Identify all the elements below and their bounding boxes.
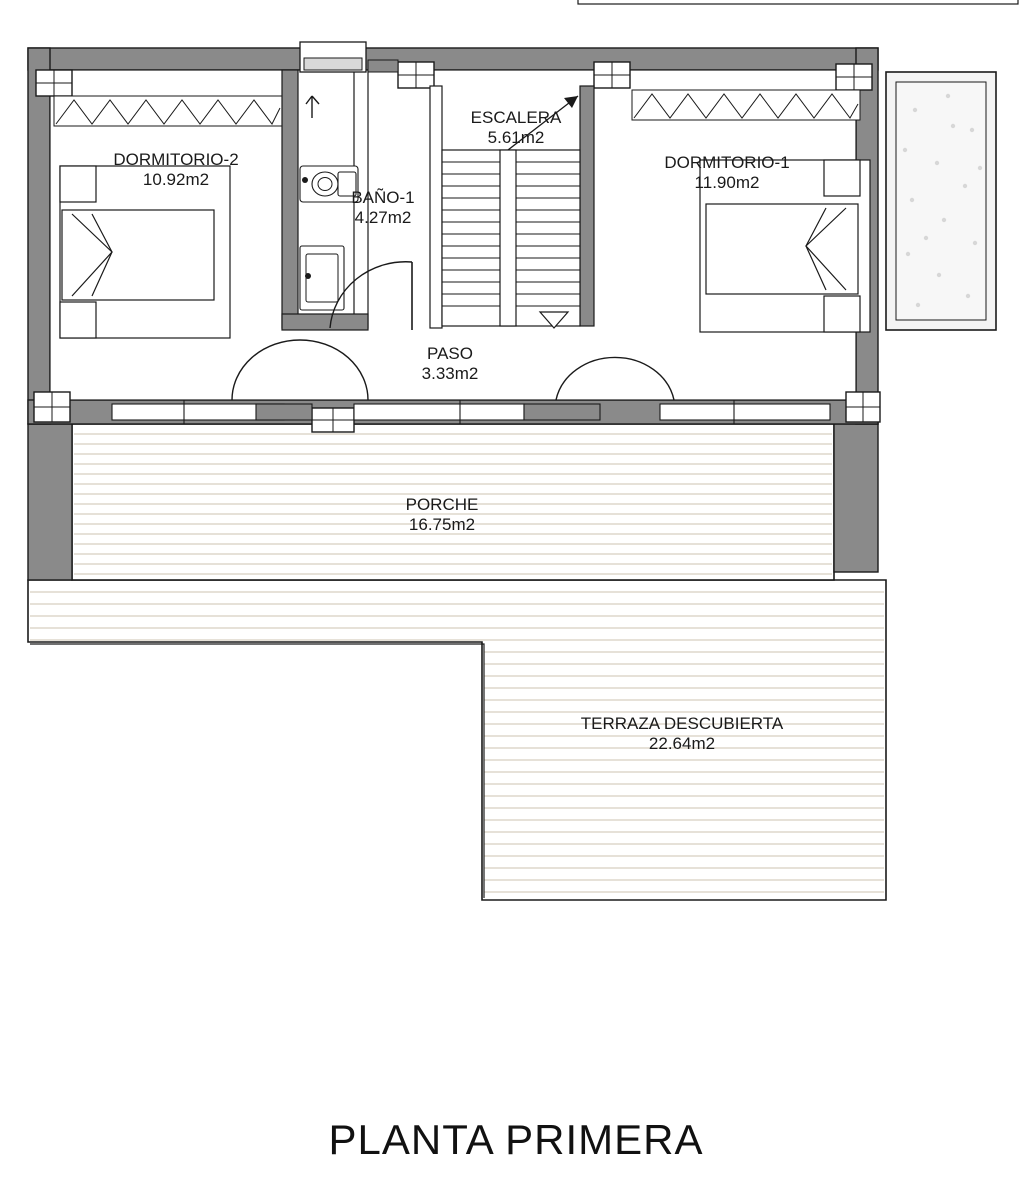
room-area: 5.61m2 bbox=[487, 128, 545, 148]
room-name: TERRAZA DESCUBIERTA bbox=[580, 714, 784, 733]
top-crop-frame bbox=[578, 0, 1018, 4]
room-name: BAÑO-1 bbox=[351, 188, 415, 207]
room-area: 3.33m2 bbox=[421, 364, 479, 384]
room-name: DORMITORIO-2 bbox=[113, 150, 239, 169]
room-area: 22.64m2 bbox=[648, 734, 716, 754]
room-name: PORCHE bbox=[405, 495, 479, 514]
room-name: PASO bbox=[427, 344, 473, 363]
room-area: 4.27m2 bbox=[354, 208, 412, 228]
terraza-descubierta-area bbox=[28, 580, 886, 900]
room-area: 10.92m2 bbox=[142, 170, 210, 190]
room-name: ESCALERA bbox=[470, 108, 562, 127]
bed-dormitorio-2 bbox=[60, 166, 230, 338]
bed-dormitorio-1 bbox=[700, 160, 870, 332]
pool-area bbox=[886, 72, 996, 330]
room-name: DORMITORIO-1 bbox=[664, 153, 790, 172]
room-area: 16.75m2 bbox=[408, 515, 476, 535]
drawing-title: PLANTA PRIMERA bbox=[328, 1116, 704, 1163]
room-area: 11.90m2 bbox=[694, 173, 760, 193]
sliding-doors bbox=[112, 400, 830, 424]
porche-area bbox=[28, 424, 878, 580]
